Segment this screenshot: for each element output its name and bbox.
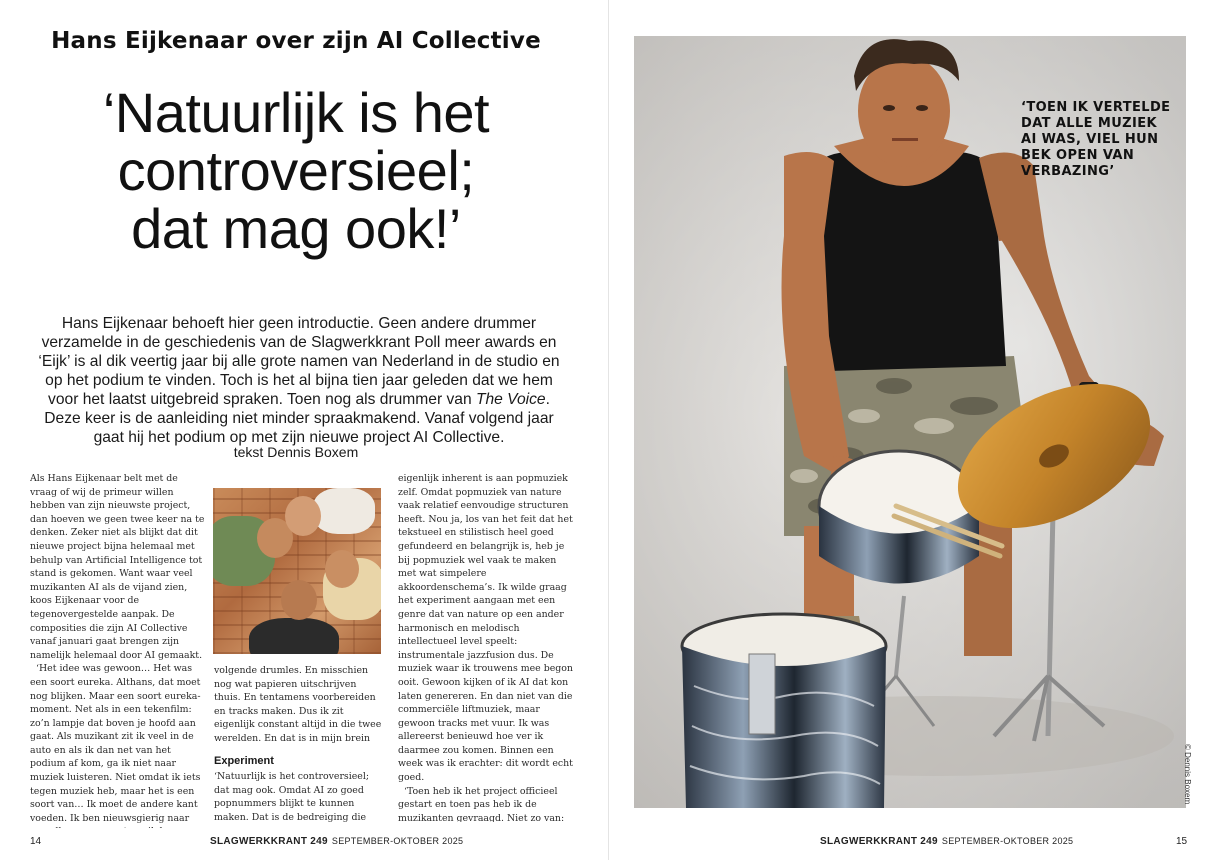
page-number-right: 15 [1176, 836, 1188, 847]
body-paragraph: Als Hans Eijkenaar belt met de vraag of wij de primeur willen hebben van zijn nieuwste project, dan hoeven we geen twee keer na te denken. Zeker niet als blijkt dat dit nieuwe project bijna helemaal met behulp van Artificial Intelligence tot stand is gekomen. Want waar veel muzikanten AI als de vijand zien, koos Eijkenaar voor de tegenovergestelde aanpak. De composities die zijn AI Collective vanaf januari gaat brengen zijn namelijk helemaal door AI gemaakt. [30, 473, 205, 661]
body-column-1 [30, 472, 206, 828]
magazine-name: SLAGWERKKRANT 249 [210, 836, 328, 847]
body-column-2-cont [214, 770, 384, 822]
quote-line: ‘TOEN IK VERTELDE [1021, 100, 1171, 115]
headline-line: controversieel; [117, 139, 475, 202]
page-number-left: 14 [30, 836, 42, 847]
body-paragraph: ‘Het idee was gewoon… Het was een soort eureka. Althans, dat moet nog blijken. Maar een soort eureka-moment. Net als in een tekenfilm: zo’n lampje dat boven je hoofd aan gaat. Als muzikant zit ik veel in de auto en als ik dan net van het podium af kom, ga ik niet naar muziek luisteren. Niet omdat ik iets tegen muziek heb, maar het is een soort van… Ik moet de andere kant voeden. Ik ben nieuwsgierig naar [30, 663, 201, 824]
body-paragraph: ‘Toen heb ik het project officieel gestart en toen pas heb ik de muzikanten gevraagd. Niet zo van: [398, 785, 565, 822]
article-headline [40, 81, 552, 260]
issue-date: SEPTEMBER-OKTOBER 2025 [941, 836, 1074, 846]
headline-line: ‘Natuurlijk is het [102, 81, 490, 144]
footer-right [820, 836, 1073, 847]
footer-left [210, 836, 463, 847]
body-column-3 [398, 472, 574, 822]
quote-line: AI WAS, VIEL HUN [1021, 132, 1159, 147]
byline: tekst Dennis Boxem [233, 444, 359, 460]
photo-credit: © Dennis Boxem [1183, 744, 1192, 805]
intro-text: . Deze keer is de aanleiding niet minder spraakmakend. Vanaf volgend jaar gaat hij het podium op met zijn nieuwe project AI Collective. [44, 391, 554, 446]
quote-line: VERBAZING’ [1021, 164, 1115, 179]
body-paragraph: ‘Natuurlijk is het controversieel; dat mag ook. Omdat AI zo goed popnummers blijkt te kunnen maken. Dat is de bedreiging die [214, 771, 369, 822]
magazine-name: SLAGWERKKRANT 249 [820, 836, 938, 847]
issue-date: SEPTEMBER-OKTOBER 2025 [331, 836, 464, 846]
page-gutter [608, 0, 609, 860]
intro-italic: The Voice [475, 391, 546, 408]
article-intro [30, 314, 568, 447]
headline-line: dat mag ook!’ [131, 197, 461, 260]
band-photo [213, 488, 381, 654]
quote-line: DAT ALLE MUZIEK [1021, 116, 1157, 131]
intro-text: Hans Eijkenaar behoeft hier geen introductie. Geen andere drummer verzamelde in de geschiedenis van de Slagwerkkrant Poll meer awards en ‘Eijk’ is al dik veertig jaar bij alle grote namen van Nederland in de studio en op het podium te vinden. Toch is het al bijna tien jaar geleden dat we hem voor het laatst uitgebreid spraken. Toen nog als drummer van [38, 315, 560, 408]
body-paragraph: eigenlijk inherent is aan popmuziek zelf. Omdat popmuziek van nature vaak relatief eenvoudige structuren heeft. Nou ja, los van het feit dat het tekstueel en stilistisch heel goed gefundeerd en belangrijk is, heb je bij popmuziek wel vaak te maken met wat simpelere akkoordenschema’s. Ik wilde graag het experiment aangaan met een genre dat van nature op een ander harmonisch en melodisch intellectueel level speelt: instrumentale jazzfusion dus. De muziek waar ik trouwens mee begon ooit. Gewoon kijken of ik AI dat kon laten genereren. En dan niet van die commerciële liftmuziek, maar gewoon tracks met vuur. Ik was allereerst benieuwd hoe ver ik daarmee zou komen. Binnen een week was ik erachter: dit wordt echt goed. [398, 473, 573, 784]
body-column-2 [214, 664, 384, 748]
pull-quote [1021, 100, 1181, 180]
article-kicker: Hans Eijkenaar over zijn AI Collective [51, 28, 541, 54]
section-subhead: Experiment [214, 755, 274, 767]
quote-line: BEK OPEN VAN [1021, 148, 1135, 163]
body-paragraph: volgende drumles. En misschien nog wat papieren uitschrijven thuis. En tentamens voorbereiden en tracks maken. Dus ik zit eigenlijk constant altijd in die twee werelden. En dat is in mijn brein [214, 665, 382, 744]
